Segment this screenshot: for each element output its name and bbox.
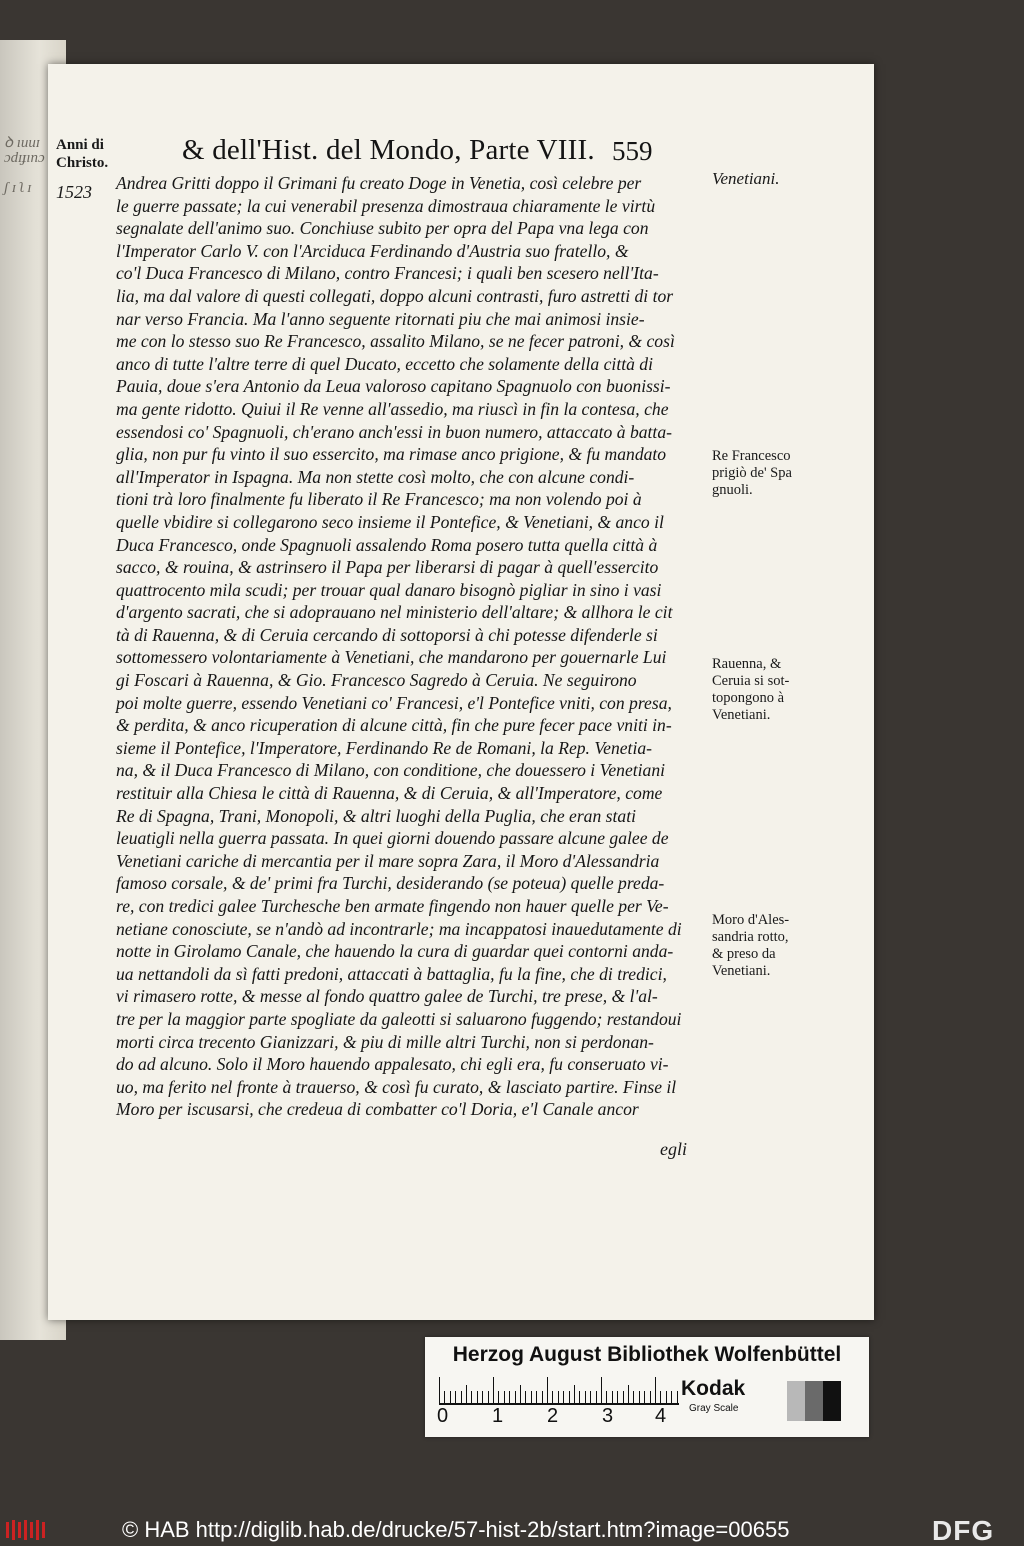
margin-note-line: Venetiani. xyxy=(712,169,780,188)
catchword: egli xyxy=(660,1139,687,1159)
ruler-tick xyxy=(677,1391,678,1403)
book-page xyxy=(48,64,874,1320)
text-line: gi Foscari à Rauenna, & Gio. Francesco Sagredo à Ceruia. Ne seguirono xyxy=(116,670,637,691)
ruler-tick xyxy=(666,1391,667,1403)
text-line: tre per la maggior parte spogliate da galeotti si saluarono fuggendo; restandoui xyxy=(116,1008,682,1029)
color-calibration-target xyxy=(425,1337,869,1437)
ruler-tick xyxy=(606,1391,607,1403)
side-heading xyxy=(56,136,116,172)
text-line: Duca Francesco, onde Spagnuoli assalendo Roma posero tutta quella città à xyxy=(116,534,658,555)
ghost-text-line: ꝺ ıuuɪ xyxy=(4,135,40,151)
text-line: & perdita, & anco ricuperation di alcune città, fin che pure fecer pace vniti in- xyxy=(116,715,672,736)
kodak-logo: Kodak xyxy=(681,1377,746,1400)
margin-note-line: Venetiani. xyxy=(712,963,771,979)
margin-note-line: Moro d'Ales- xyxy=(712,912,790,928)
text-line: notte in Girolamo Canale, che hauendo la cura di guardar quei contorni anda- xyxy=(116,941,674,962)
ruler-tick xyxy=(477,1391,478,1403)
ruler-tick xyxy=(488,1391,489,1403)
ruler-tick xyxy=(574,1385,575,1403)
ghost-text-line: ɔdɪɟınɔ xyxy=(4,150,45,166)
ruler-tick xyxy=(520,1385,521,1403)
ruler-tick xyxy=(612,1391,613,1403)
running-title: & dell'Hist. del Mondo, Parte VIII. xyxy=(182,134,595,166)
ruler-tick xyxy=(504,1391,505,1403)
text-line: Pauia, doue s'era Antonio da Leua valoroso capitano Spagnuolo con buonissi- xyxy=(116,376,671,397)
text-line: tioni trà loro finalmente fu liberato il Re Francesco; ma non volendo poi à xyxy=(116,489,642,510)
body-text xyxy=(116,172,710,1121)
margin-note-line: sandria rotto, xyxy=(712,929,789,945)
ruler-tick xyxy=(623,1391,624,1403)
text-line: ma gente ridotto. Quiui il Re venne all'assedio, ma riuscì in fin la contesa, che xyxy=(116,398,669,419)
text-line: anco di tutte l'altre terre di quel Ducato, eccetto che solamente della città di xyxy=(116,353,653,374)
ruler-tick xyxy=(601,1377,602,1403)
text-line: glia, non pur fu vinto il suo essercito, ma rimase anco prigione, & fu mandato xyxy=(116,444,667,465)
ruler-tick xyxy=(552,1391,553,1403)
viewer-footer xyxy=(0,1514,1024,1546)
text-line: co'l Duca Francesco di Milano, contro Francesi; i quali ben scesero nell'Ita- xyxy=(116,263,659,284)
text-line: tà di Rauenna, & di Ceruia cercando di sottoporsi à chi potesse difenderle si xyxy=(116,624,658,645)
ruler-tick xyxy=(558,1391,559,1403)
margin-note xyxy=(712,656,789,724)
text-line: sottomessero volontariamente à Venetiani, che mandarono per gouernarle Lui xyxy=(116,647,667,668)
year-marker: 1523 xyxy=(56,182,92,202)
ruler-tick xyxy=(590,1391,591,1403)
ruler-tick xyxy=(444,1391,445,1403)
ruler-tick xyxy=(671,1391,672,1403)
text-line: nar verso Francia. Ma l'anno seguente ritornati piu che mai animosi insie- xyxy=(116,308,645,329)
text-line: uo, ma ferito nel fronte à trauerso, & così fu curato, & lasciato partire. Finse il xyxy=(116,1076,677,1097)
text-line: netiane conosciute, se n'andò ad incontrarle; ma incappatosi inauedutamente di xyxy=(116,918,682,939)
ruler-tick xyxy=(482,1391,483,1403)
ruler-tick xyxy=(644,1391,645,1403)
margin-note-line: Re Francesco xyxy=(712,448,791,464)
ghost-text-line: ʃ ɪ ʅ ɪ xyxy=(4,180,32,196)
page-number: 559 xyxy=(612,136,653,166)
margin-note xyxy=(712,170,780,187)
ruler-tick xyxy=(596,1391,597,1403)
ruler-tick xyxy=(455,1391,456,1403)
ruler-tick xyxy=(650,1391,651,1403)
dfg-logo: DFG xyxy=(932,1515,995,1546)
ruler-number: 0 xyxy=(437,1405,449,1427)
ruler-tick xyxy=(585,1391,586,1403)
ruler-tick xyxy=(655,1377,656,1403)
margin-note-line: Venetiani. xyxy=(712,707,771,723)
ruler-tick xyxy=(439,1377,440,1403)
ruler-tick xyxy=(525,1391,526,1403)
ruler-tick xyxy=(547,1377,548,1403)
text-line: quattrocento mila scudi; per trouar qual danaro bisognò pigliar in sino i vasi xyxy=(116,579,662,600)
margin-note-line: gnuoli. xyxy=(712,482,753,498)
gray-patch-dark xyxy=(823,1381,841,1421)
margin-note-line: & preso da xyxy=(712,946,776,962)
ruler-tick xyxy=(617,1391,618,1403)
text-line: vi rimasero rotte, & messe al fondo quattro galee de Turchi, tre prese, & l'al- xyxy=(116,986,658,1007)
ruler-number: 3 xyxy=(602,1405,614,1427)
text-line: le guerre passate; la cui venerabil presenza dimostraua chiaramente le virtù xyxy=(116,195,656,216)
ruler-tick xyxy=(471,1391,472,1403)
hab-logo-icon xyxy=(4,1518,48,1542)
scale-ruler xyxy=(439,1377,679,1405)
margin-note-line: Ceruia si sot- xyxy=(712,673,790,689)
ruler-tick xyxy=(569,1391,570,1403)
text-line: poi molte guerre, essendo Venetiani co' Francesi, e'l Pontefice vniti, con presa, xyxy=(116,692,672,713)
text-line: all'Imperator in Ispagna. Ma non stette così molto, che con alcune condi- xyxy=(116,466,635,487)
margin-note-line: prigiò de' Spa xyxy=(712,465,792,481)
ruler-tick xyxy=(531,1391,532,1403)
ruler-tick xyxy=(536,1391,537,1403)
source-link[interactable]: © HAB http://diglib.hab.de/drucke/57-hist-2b/start.htm?image=00655 xyxy=(122,1517,790,1542)
text-line: lia, ma dal valore di questi collegati, doppo alcuni contrasti, furo astretti di tor xyxy=(116,285,674,306)
text-line: morti circa trecento Gianizzari, & piu di mille altri Turchi, non si perdonan- xyxy=(116,1031,654,1052)
ruler-tick xyxy=(633,1391,634,1403)
ruler-tick xyxy=(466,1385,467,1403)
text-line: ua nettandoli da sì fatti predoni, attaccati à battaglia, fu la fine, che di tredici, xyxy=(116,963,667,984)
ruler-number: 1 xyxy=(492,1405,504,1427)
text-line: Moro per iscusarsi, che credeua di combatter co'l Doria, e'l Canale ancor xyxy=(116,1099,639,1120)
ruler-number: 4 xyxy=(655,1405,667,1427)
gray-scale-label: Gray Scale xyxy=(689,1403,739,1414)
text-line: sieme il Pontefice, l'Imperatore, Ferdinando Re de Romani, la Rep. Venetia- xyxy=(116,737,652,758)
text-line: na, & il Duca Francesco di Milano, con conditione, che douessero i Venetiani xyxy=(116,760,666,781)
text-line: restituir alla Chiesa le città di Rauenna, & di Ceruia, & all'Imperatore, come xyxy=(116,783,663,804)
ruler-tick xyxy=(639,1391,640,1403)
margin-note xyxy=(712,912,789,980)
margin-note-line: Rauenna, & xyxy=(712,656,782,672)
text-line: Andrea Gritti doppo il Grimani fu creato Doge in Venetia, così celebre per xyxy=(116,173,642,193)
text-line: quelle vbidire si collegarono seco insieme il Pontefice, & Venetiani, & anco il xyxy=(116,511,664,532)
margin-note xyxy=(712,448,792,499)
ruler-number: 2 xyxy=(547,1405,559,1427)
side-heading-line: Christo. xyxy=(56,155,109,171)
text-line: essendosi co' Spagnuoli, ch'erano anch'essi in buon numero, attaccato à batta- xyxy=(116,421,672,442)
text-line: famoso corsale, & de' primi fra Turchi, desiderando (se poteua) quelle preda- xyxy=(116,873,665,894)
margin-note-line: topongono à xyxy=(712,690,785,706)
ruler-tick xyxy=(563,1391,564,1403)
ruler-tick xyxy=(450,1391,451,1403)
library-name: Herzog August Bibliothek Wolfenbüttel xyxy=(452,1343,842,1366)
ruler-tick xyxy=(498,1391,499,1403)
gray-patch-mid xyxy=(805,1381,823,1421)
text-line: Re di Spagna, Trani, Monopoli, & altri luoghi della Puglia, che eran stati xyxy=(116,805,636,826)
gray-patch-light xyxy=(787,1381,805,1421)
ruler-tick xyxy=(579,1391,580,1403)
text-line: Venetiani cariche di mercantia per il mare sopra Zara, il Moro d'Alessandria xyxy=(116,850,660,871)
text-line: re, con tredici galee Turchesche ben armate fingendo non hauer quelle per Ve- xyxy=(116,896,669,916)
ruler-tick xyxy=(515,1391,516,1403)
ruler-tick xyxy=(628,1385,629,1403)
side-heading-line: Anni di xyxy=(56,137,104,153)
text-line: d'argento sacrati, che si adoprauano nel ministerio dell'altare; & allhora le cit xyxy=(116,602,673,623)
text-line: me con lo stesso suo Re Francesco, assalito Milano, se ne fecer patroni, & così xyxy=(116,331,675,352)
ruler-tick xyxy=(542,1391,543,1403)
text-line: leuatigli nella guerra passata. In quei giorni douendo passare alcune galee de xyxy=(116,828,669,849)
ruler-tick xyxy=(461,1391,462,1403)
ruler-tick xyxy=(493,1377,494,1403)
text-line: segnalate dell'animo suo. Conchiuse subito per opra del Papa vna lega con xyxy=(116,218,649,239)
ruler-tick xyxy=(660,1391,661,1403)
text-line: do ad alcuno. Solo il Moro hauendo appalesato, chi egli era, fu conseruato vi- xyxy=(116,1054,669,1075)
text-line: sacco, & rouina, & astrinsero il Papa per liberarsi di pagar à quell'essercito xyxy=(116,557,659,578)
text-line: l'Imperator Carlo V. con l'Arciduca Ferdinando d'Austria suo fratello, & xyxy=(116,240,629,261)
ruler-tick xyxy=(509,1391,510,1403)
